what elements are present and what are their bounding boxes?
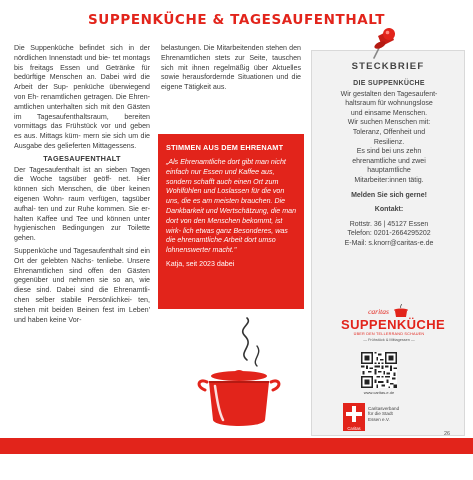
steckbrief-line: Wir gestalten den Tagesaufent-	[340, 90, 438, 98]
steckbrief-line: ehrenamtliche und zwei	[352, 157, 426, 165]
article-column-left	[14, 44, 150, 327]
brand-sub: — Frühstück & Mittagessen —	[363, 338, 415, 342]
quote-text: „Als Ehrenamtliche dort gibt man nicht einfach nur Essen und Kaffee aus, sondern schafft auch einen Ort zum Wohlfühlen und Loslassen für die von uns, die es am meisten brauchen. Die Dankbarkeit und Wertschätzung, die man dort von den Menschen bekommt, ist wirk- lich etwas ganz Besonderes, was die ehrenamtliche Arbeit dort umso lohnenswerter macht."	[166, 158, 297, 255]
volunteer-quote-box	[158, 134, 304, 309]
call-to-action: Melden Sie sich gerne!	[351, 191, 427, 199]
brand-name: SUPPENKÜCHE	[341, 317, 446, 332]
article-column-middle	[161, 44, 301, 93]
intro-paragraph: Die Suppenküche befindet sich in der nördlichen Innenstadt und bie- tet montags bis freitags Essen und Getränke für bedürftige Menschen an. Dabei wird die Arbeit der Sup- penküche überwiegend von Eh- renamtlichen getragen. Die Ehren- amtlichen unterhalten sich mit den Gästen im Tagesaufenthaltsraum, bereiten vormittags das Frühstück vor und geben es aus. Mittags küm- mern sie sich um die Ausgabe des gelieferten Mittagessens.	[14, 44, 151, 150]
contact-email[interactable]: E-Mail: s.knorr@caritas-e.de	[344, 239, 434, 247]
qr-code-icon[interactable]	[361, 352, 397, 388]
contact-phone: Telefon: 0201-2664295202	[347, 230, 431, 238]
brand-tagline: ÜBER DEN TELLERRAND SCHAUEN	[353, 332, 425, 336]
section-heading-tagesaufenthalt: TAGESAUFENTHALT	[43, 153, 121, 163]
steckbrief-line: Mitarbeiter:innen tätig.	[354, 176, 424, 184]
steckbrief-line: und einsame Menschen.	[350, 109, 428, 117]
steckbrief-body	[318, 79, 460, 249]
naechstenliebe-paragraph: Suppenküche und Tagesaufenthalt sind ein Ort der gelebten Nächs- tenliebe. Unsere Ehrenamtlichen sind offen den Gästen gegenüber und nehmen sie so an, wie diese sind. Dabei sind die Ehrenamtli- chen selber stabile Persönlichkei- ten, stehen mit beiden Beinen fest im Leben' und haben keine Vor-	[14, 246, 150, 324]
quote-author: Katja, seit 2023 dabei	[166, 259, 235, 268]
association-name: Caritasverband für die Stadt Essen e.V.	[368, 406, 400, 422]
steckbrief-line: Toleranz, Offenheit und	[352, 128, 426, 136]
pushpin-icon	[368, 26, 398, 60]
steckbrief-line: Es sind bei uns zehn	[356, 148, 422, 156]
continuation-paragraph: belastungen. Die Mitarbeitenden stehen den Ehrenamtlichen stets zur Seite, tauschen sich mit ihnen regelmäßig über Aktuelles sowie herausfordernde Situationen und die eigene Tätigkeit aus.	[161, 44, 301, 92]
steckbrief-line: haltsraum für wohnungslose	[345, 100, 433, 108]
tagesaufenthalt-paragraph: Der Tagesaufenthalt ist an sieben Tagen die Woche tagsüber geöff- net. Hier können sich Menschen, die über keinen eigenen Wohn- raum verfügen, tagsüber aufhal- ten und zur Ruhe kommen. Sie er- halten Kaffee und Tee und können unter hygienischen Bedingungen zur Toilette gehen.	[14, 165, 150, 243]
steckbrief-line: Resilienz.	[373, 138, 405, 146]
small-pot-icon	[392, 304, 410, 318]
suppenkueche-logo	[341, 304, 446, 342]
quote-heading: STIMMEN AUS DEM EHRENAMT	[166, 143, 284, 152]
caritas-cross-logo	[343, 403, 365, 431]
footer-bar	[0, 438, 473, 454]
caritas-label: Caritas	[347, 425, 361, 431]
steckbrief-line: Wir suchen Menschen mit:	[347, 119, 431, 127]
steckbrief-line: hauptamtliche	[367, 167, 411, 175]
cooking-pot-icon	[197, 316, 281, 432]
contact-label: Kontakt:	[374, 206, 404, 214]
steckbrief-subheading: DIE SUPPENKÜCHE	[353, 80, 425, 87]
caritas-wordmark: caritas	[368, 306, 389, 316]
page-title: SUPPENKÜCHE & TAGESAUFENTHALT	[87, 12, 386, 28]
page-number: 26	[444, 431, 451, 437]
contact-address: Rottstr. 36 | 45127 Essen	[349, 220, 429, 228]
qr-url: www.caritas-e.de	[363, 390, 395, 395]
steckbrief-title: STECKBRIEF	[351, 61, 425, 72]
